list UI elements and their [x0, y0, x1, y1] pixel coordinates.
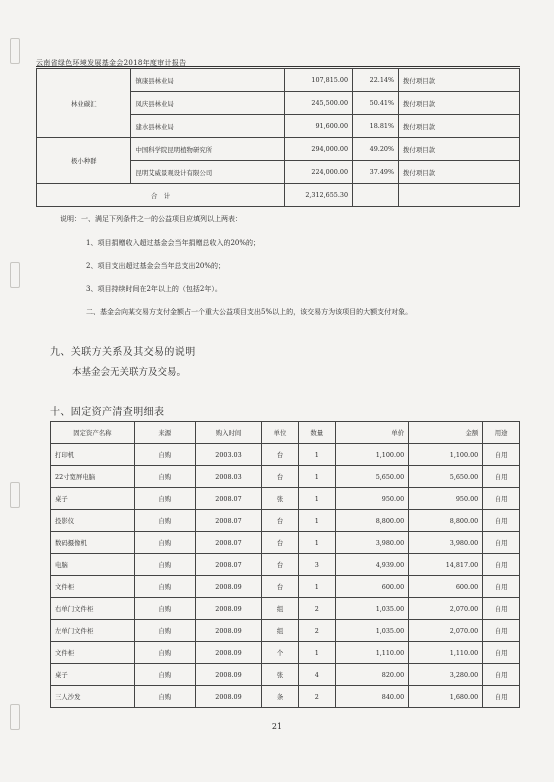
qty-cell: 4: [298, 664, 335, 686]
amount-cell: 224,000.00: [285, 161, 353, 184]
source-cell: 自购: [134, 510, 195, 532]
qty-cell: 3: [298, 554, 335, 576]
asset-name-cell: 电脑: [51, 554, 135, 576]
price-cell: 820.00: [335, 664, 409, 686]
price-cell: 1,100.00: [335, 444, 409, 466]
amount-cell: 1,100.00: [409, 444, 483, 466]
table-row: [37, 138, 520, 161]
asset-name-cell: 投影仪: [51, 510, 135, 532]
date-cell: 2008.09: [195, 642, 261, 664]
price-cell: 950.00: [335, 488, 409, 510]
source-cell: 自购: [134, 466, 195, 488]
total-label: 合 计: [37, 184, 285, 207]
table-row: [51, 554, 520, 576]
percent-cell: 49.20%: [353, 138, 399, 161]
amount-cell: 1,110.00: [409, 642, 483, 664]
amount-cell: 2,070.00: [409, 598, 483, 620]
asset-name-cell: 左单门文件柜: [51, 620, 135, 642]
amount-cell: 91,600.00: [285, 115, 353, 138]
section-10-title: 十、固定资产清查明细表: [50, 407, 165, 418]
source-cell: 自购: [134, 620, 195, 642]
source-cell: 自购: [134, 488, 195, 510]
total-row: [37, 184, 520, 207]
asset-name-cell: 文件柜: [51, 576, 135, 598]
price-cell: 5,650.00: [335, 466, 409, 488]
amount-cell: 107,815.00: [285, 69, 353, 92]
usage-cell: 自用: [483, 466, 520, 488]
category-cell: 极小种群: [37, 138, 131, 184]
qty-cell: 1: [298, 510, 335, 532]
usage-cell: 自用: [483, 620, 520, 642]
table-header-row: [51, 422, 520, 444]
usage-cell: 自用: [483, 642, 520, 664]
percent-cell: 22.14%: [353, 69, 399, 92]
table-row: [51, 598, 520, 620]
unit-cell: 台: [262, 510, 299, 532]
col-header: 用途: [483, 422, 520, 444]
amount-cell: 600.00: [409, 576, 483, 598]
percent-cell: 37.49%: [353, 161, 399, 184]
unit-cell: 组: [262, 598, 299, 620]
note-cell: 拨付项目款: [399, 161, 520, 184]
table-row: [51, 576, 520, 598]
binder-hole-2: [10, 262, 20, 288]
source-cell: 自购: [134, 554, 195, 576]
table-row: [51, 488, 520, 510]
asset-name-cell: 数码摄像机: [51, 532, 135, 554]
amount-cell: 1,680.00: [409, 686, 483, 708]
unit-cell: 组: [262, 620, 299, 642]
org-cell: 凤庆县林业局: [131, 92, 285, 115]
price-cell: 1,110.00: [335, 642, 409, 664]
usage-cell: 自用: [483, 576, 520, 598]
unit-cell: 台: [262, 466, 299, 488]
source-cell: 自购: [134, 664, 195, 686]
note-item-3: 3、项目持续时间在2年以上的（包括2年）。: [86, 285, 222, 293]
asset-name-cell: 三人沙发: [51, 686, 135, 708]
source-cell: 自购: [134, 642, 195, 664]
unit-cell: 台: [262, 576, 299, 598]
page-number: 21: [271, 722, 283, 731]
date-cell: 2003.03: [195, 444, 261, 466]
col-header: 固定资产名称: [51, 422, 135, 444]
note-cell: 拨付项目款: [399, 138, 520, 161]
asset-name-cell: 打印机: [51, 444, 135, 466]
source-cell: 自购: [134, 532, 195, 554]
project-payment-table: [36, 68, 520, 207]
usage-cell: 自用: [483, 598, 520, 620]
qty-cell: 1: [298, 642, 335, 664]
qty-cell: 1: [298, 466, 335, 488]
table-row: [51, 620, 520, 642]
fixed-asset-table: [50, 421, 520, 708]
price-cell: 8,800.00: [335, 510, 409, 532]
price-cell: 1,035.00: [335, 598, 409, 620]
source-cell: 自购: [134, 598, 195, 620]
asset-name-cell: 22寸宽屏电脑: [51, 466, 135, 488]
source-cell: 自购: [134, 444, 195, 466]
amount-cell: 950.00: [409, 488, 483, 510]
amount-cell: 5,650.00: [409, 466, 483, 488]
table-row: [51, 642, 520, 664]
section-9-title: 九、关联方关系及其交易的说明: [50, 347, 196, 358]
empty-cell: [353, 184, 399, 207]
empty-cell: [399, 184, 520, 207]
asset-name-cell: 桌子: [51, 488, 135, 510]
asset-name-cell: 右单门文件柜: [51, 598, 135, 620]
price-cell: 4,939.00: [335, 554, 409, 576]
date-cell: 2008.07: [195, 510, 261, 532]
col-header: 数量: [298, 422, 335, 444]
usage-cell: 自用: [483, 532, 520, 554]
header-rule: [36, 66, 520, 67]
date-cell: 2008.09: [195, 598, 261, 620]
usage-cell: 自用: [483, 510, 520, 532]
note-cell: 拨付项目款: [399, 115, 520, 138]
date-cell: 2008.09: [195, 686, 261, 708]
amount-cell: 8,800.00: [409, 510, 483, 532]
date-cell: 2008.09: [195, 576, 261, 598]
qty-cell: 1: [298, 576, 335, 598]
source-cell: 自购: [134, 686, 195, 708]
col-header: 来源: [134, 422, 195, 444]
qty-cell: 2: [298, 620, 335, 642]
fixed-asset-rows: [51, 444, 520, 708]
unit-cell: 个: [262, 642, 299, 664]
org-cell: 昆明艾威景观设计有限公司: [131, 161, 285, 184]
table-row: [51, 510, 520, 532]
table-row: [51, 686, 520, 708]
table-row: [37, 69, 520, 92]
date-cell: 2008.09: [195, 620, 261, 642]
usage-cell: 自用: [483, 488, 520, 510]
unit-cell: 条: [262, 686, 299, 708]
amount-cell: 294,000.00: [285, 138, 353, 161]
date-cell: 2008.07: [195, 488, 261, 510]
date-cell: 2008.07: [195, 532, 261, 554]
amount-cell: 3,980.00: [409, 532, 483, 554]
price-cell: 840.00: [335, 686, 409, 708]
price-cell: 600.00: [335, 576, 409, 598]
date-cell: 2008.07: [195, 554, 261, 576]
category-cell: 林业碳汇: [37, 69, 131, 138]
date-cell: 2008.09: [195, 664, 261, 686]
table-row: [51, 466, 520, 488]
qty-cell: 2: [298, 598, 335, 620]
usage-cell: 自用: [483, 686, 520, 708]
table-row: [51, 532, 520, 554]
price-cell: 1,035.00: [335, 620, 409, 642]
unit-cell: 台: [262, 444, 299, 466]
amount-cell: 245,500.00: [285, 92, 353, 115]
unit-cell: 张: [262, 488, 299, 510]
asset-name-cell: 桌子: [51, 664, 135, 686]
table-row: [51, 444, 520, 466]
note-item-4: 二、基金会向某交易方支付金额占一个重大公益项目支出5%以上的，该交易方为该项目的大额支付对象。: [86, 308, 413, 316]
source-cell: 自购: [134, 576, 195, 598]
total-amount: 2,312,655.30: [285, 184, 353, 207]
col-header: 单价: [335, 422, 409, 444]
unit-cell: 台: [262, 554, 299, 576]
org-cell: 中国科学院昆明植物研究所: [131, 138, 285, 161]
table-row: [51, 664, 520, 686]
price-cell: 3,980.00: [335, 532, 409, 554]
col-header: 购入时间: [195, 422, 261, 444]
binder-hole-1: [10, 38, 20, 64]
usage-cell: 自用: [483, 554, 520, 576]
report-header: 云南省绿色环境发展基金会2018年度审计报告: [36, 59, 187, 67]
binder-hole-3: [10, 482, 20, 508]
col-header: 金额: [409, 422, 483, 444]
col-header: 单位: [262, 422, 299, 444]
note-intro: 说明：一、满足下列条件之一的公益项目应填列以上两表：: [60, 215, 242, 223]
note-cell: 拨付项目款: [399, 69, 520, 92]
date-cell: 2008.03: [195, 466, 261, 488]
asset-name-cell: 文件柜: [51, 642, 135, 664]
qty-cell: 1: [298, 444, 335, 466]
qty-cell: 1: [298, 532, 335, 554]
qty-cell: 2: [298, 686, 335, 708]
amount-cell: 2,070.00: [409, 620, 483, 642]
unit-cell: 张: [262, 664, 299, 686]
percent-cell: 18.81%: [353, 115, 399, 138]
note-item-1: 1、项目捐赠收入超过基金会当年捐赠总收入的20%的；: [86, 239, 261, 247]
section-9-body: 本基金会无关联方及交易。: [72, 367, 187, 378]
org-cell: 建水县林业局: [131, 115, 285, 138]
org-cell: 镇康县林业局: [131, 69, 285, 92]
amount-cell: 3,280.00: [409, 664, 483, 686]
usage-cell: 自用: [483, 444, 520, 466]
usage-cell: 自用: [483, 664, 520, 686]
note-cell: 拨付项目款: [399, 92, 520, 115]
percent-cell: 50.41%: [353, 92, 399, 115]
unit-cell: 台: [262, 532, 299, 554]
qty-cell: 1: [298, 488, 335, 510]
note-item-2: 2、项目支出超过基金会当年总支出20%的；: [86, 262, 226, 270]
amount-cell: 14,817.00: [409, 554, 483, 576]
